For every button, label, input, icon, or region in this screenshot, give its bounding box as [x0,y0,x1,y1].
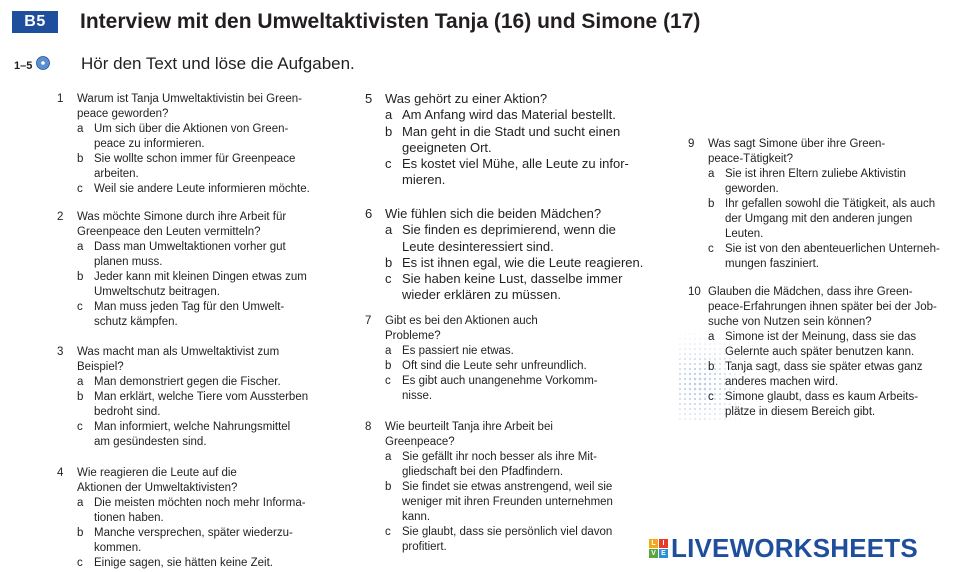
question-line: Wie fühlen sich die beiden Mädchen? [385,206,602,221]
answer-option-a[interactable] [57,375,352,390]
logo-box: V [649,549,658,558]
question-line: Glauben die Mädchen, dass ihre Green- [708,286,913,298]
option-line: Gelernte auch später benutzen kann. [725,346,915,358]
option-line: Man demonstriert gegen die Fischer. [94,376,281,388]
question-number: 7 [365,315,372,327]
option-line: arbeiten. [94,168,139,180]
option-line: schutz kämpfen. [94,316,178,328]
option-letter: b [385,123,393,139]
option-line: kann. [402,511,431,523]
question-line: Wie reagieren die Leute auf die [77,467,237,479]
question-5 [365,91,655,189]
option-line: Sie findet sie etwas anstrengend, weil sie [402,481,613,493]
option-line: Sie haben keine Lust, dasselbe immer [402,271,623,287]
question-7 [365,314,655,404]
option-line: Es ist ihnen egal, wie die Leute reagieren. [402,254,644,270]
answer-option-c[interactable] [688,242,948,272]
answer-option-b[interactable] [57,152,352,182]
option-line: Es gibt auch unangenehme Vorkomm- [402,375,598,387]
option-letter: a [385,345,392,357]
question-3 [57,345,352,450]
option-letter: c [77,301,83,313]
option-letter: a [77,376,84,388]
option-letter: b [385,360,392,372]
option-line: Man erklärt, welche Tiere vom Aussterben [94,391,309,403]
answer-option-a[interactable] [365,107,655,123]
option-letter: c [77,421,83,433]
question-text [688,137,948,167]
answer-option-b[interactable] [57,270,352,300]
question-line: peace-Tätigkeit? [708,153,794,165]
option-line: Leute desinteressiert sind. [402,238,554,254]
option-line: mieren. [402,172,446,188]
answer-option-b[interactable] [688,360,948,390]
question-text [365,206,655,222]
option-letter: b [77,391,84,403]
question-number: 8 [365,421,372,433]
answer-option-a[interactable] [57,122,352,152]
question-number: 6 [365,206,373,221]
option-line: Simone glaubt, dass es kaum Arbeits- [725,391,919,403]
option-line: wieder erklären zu müssen. [402,287,561,303]
question-line: Was möchte Simone durch ihre Arbeit für [77,211,287,223]
question-text [365,314,655,344]
answer-option-b[interactable] [57,390,352,420]
option-line: Leuten. [725,228,764,240]
option-line: weniger mit ihren Freunden unternehmen [402,496,613,508]
option-line: Man geht in die Stadt und sucht einen [402,123,621,139]
option-line: geeigneten Ort. [402,139,492,155]
question-8 [365,420,655,555]
option-line: Man informiert, welche Nahrungsmittel [94,421,291,433]
question-line: Was gehört zu einer Aktion? [385,91,548,106]
answer-option-c[interactable] [365,156,655,189]
option-line: tionen haben. [94,512,164,524]
option-line: Oft sind die Leute sehr unfreundlich. [402,360,587,372]
question-line: Gibt es bei den Aktionen auch [385,315,538,327]
option-line: Am Anfang wird das Material bestellt. [402,107,616,123]
question-line: Wie beurteilt Tanja ihre Arbeit bei [385,421,553,433]
question-text [57,92,352,122]
option-line: Es passiert nie etwas. [402,345,514,357]
question-number: 5 [365,91,373,106]
option-line: Jeder kann mit kleinen Dingen etwas zum [94,271,307,283]
question-number: 3 [57,346,64,358]
logo-box: I [659,539,668,548]
option-letter: a [77,123,84,135]
option-line: Ihr gefallen sowohl die Tätigkeit, als auch [725,198,936,210]
section-badge: B5 [12,11,58,33]
answer-option-a[interactable] [365,222,655,255]
question-line: Aktionen der Umweltaktivisten? [77,482,238,494]
option-letter: c [385,375,391,387]
option-letter: b [385,481,392,493]
question-line: peace-Erfahrungen ihnen später bei der Job- [708,301,937,313]
option-letter: c [385,526,391,538]
cd-audio-icon [36,56,50,70]
option-letter: b [708,361,715,373]
option-letter: c [77,557,83,569]
answer-option-b[interactable] [688,197,948,242]
answer-option-a[interactable] [365,450,655,480]
question-6 [365,206,655,304]
option-letter: a [708,331,715,343]
answer-option-a[interactable] [688,167,948,197]
option-letter: b [708,198,715,210]
option-letter: a [708,168,715,180]
option-letter: b [77,527,84,539]
logo-box: E [659,549,668,558]
logo-mark-icon [649,539,668,558]
question-9 [688,137,948,272]
question-2 [57,210,352,330]
option-line: planen muss. [94,256,163,268]
question-text [57,466,352,496]
option-line: nisse. [402,390,433,402]
option-letter: a [385,107,393,123]
answer-option-a[interactable] [688,330,948,360]
option-line: der Umgang mit den anderen jungen [725,213,913,225]
option-line: profitiert. [402,541,447,553]
option-line: Sie finden es deprimierend, wenn die [402,222,616,238]
option-line: Sie glaubt, dass sie persönlich viel davon [402,526,613,538]
option-line: bedroht sind. [94,406,161,418]
question-text [57,345,352,375]
answer-option-c[interactable] [57,420,352,450]
task-instruction: Hör den Text und löse die Aufgaben. [81,54,355,73]
option-line: Weil sie andere Leute informieren möchte. [94,183,310,195]
question-number: 4 [57,467,64,479]
option-line: gliedschaft bei den Pfadfindern. [402,466,564,478]
option-line: am gesündesten sind. [94,436,207,448]
option-letter: c [385,156,392,172]
answer-option-a[interactable] [365,344,655,359]
option-line: geworden. [725,183,779,195]
answer-option-b[interactable] [365,124,655,157]
question-number: 2 [57,211,64,223]
question-line: Beispiel? [77,361,124,373]
liveworksheets-logo [649,532,918,564]
option-line: mungen fasziniert. [725,258,819,270]
question-line: peace geworden? [77,108,169,120]
logo-box: L [649,539,658,548]
question-line: Was macht man als Umweltaktivist zum [77,346,280,358]
answer-option-c[interactable] [57,300,352,330]
option-line: Es kostet viel Mühe, alle Leute zu infor- [402,156,629,172]
question-4 [57,466,352,571]
answer-option-c[interactable] [57,182,352,197]
option-line: Tanja sagt, dass sie später etwas ganz [725,361,923,373]
option-letter: b [385,254,393,270]
question-text [688,285,948,330]
question-1 [57,92,352,197]
option-line: Simone ist der Meinung, dass sie das [725,331,917,343]
question-line: Greenpeace? [385,436,455,448]
option-line: Man muss jeden Tag für den Umwelt- [94,301,285,313]
question-text [365,420,655,450]
option-line: Manche versprechen, später wiederzu- [94,527,293,539]
option-letter: a [77,497,84,509]
question-number: 10 [688,286,701,298]
option-line: Sie ist von den abenteuerlichen Unterneh- [725,243,940,255]
option-line: Dass man Umweltaktionen vorher gut [94,241,286,253]
answer-option-b[interactable] [365,359,655,374]
answer-option-c[interactable] [365,271,655,304]
option-line: Einige sagen, sie hätten keine Zeit. [94,557,274,569]
option-letter: c [77,183,83,195]
answer-option-a[interactable] [57,240,352,270]
option-line: Umweltschutz beitragen. [94,286,220,298]
answer-option-a[interactable] [57,496,352,526]
audio-track-label: 1–5 [14,60,33,72]
option-letter: a [77,241,84,253]
question-text [365,91,655,107]
logo-text: LIVEWORKSHEETS [671,532,918,563]
question-line: Probleme? [385,330,441,342]
question-text [57,210,352,240]
option-letter: c [708,391,714,403]
option-line: kommen. [94,542,142,554]
option-line: plätze in diesem Bereich gibt. [725,406,876,418]
question-line: suche von Nutzen sein können? [708,316,872,328]
option-letter: c [385,271,392,287]
option-line: Um sich über die Aktionen von Green- [94,123,289,135]
answer-option-c[interactable] [57,556,352,571]
answer-option-c[interactable] [365,374,655,404]
question-line: Was sagt Simone über ihre Green- [708,138,886,150]
option-letter: a [385,222,393,238]
answer-option-b[interactable] [365,255,655,271]
question-line: Greenpeace den Leuten vermitteln? [77,226,261,238]
page-title: Interview mit den Umweltaktivisten Tanja (16) und Simone (17) [80,10,701,33]
option-line: Sie wollte schon immer für Greenpeace [94,153,296,165]
option-letter: c [708,243,714,255]
answer-option-b[interactable] [365,480,655,525]
option-letter: a [385,451,392,463]
option-line: Die meisten möchten noch mehr Informa- [94,497,306,509]
question-line: Warum ist Tanja Umweltaktivistin bei Green- [77,93,302,105]
option-line: Sie ist ihren Eltern zuliebe Aktivistin [725,168,906,180]
option-line: peace zu informieren. [94,138,205,150]
option-line: Sie gefällt ihr noch besser als ihre Mit- [402,451,597,463]
question-10 [688,285,948,420]
option-letter: b [77,153,84,165]
question-number: 9 [688,138,695,150]
question-number: 1 [57,93,64,105]
answer-option-c[interactable] [688,390,948,420]
answer-option-b[interactable] [57,526,352,556]
option-line: anderes machen wird. [725,376,839,388]
option-letter: b [77,271,84,283]
answer-option-c[interactable] [365,525,655,555]
